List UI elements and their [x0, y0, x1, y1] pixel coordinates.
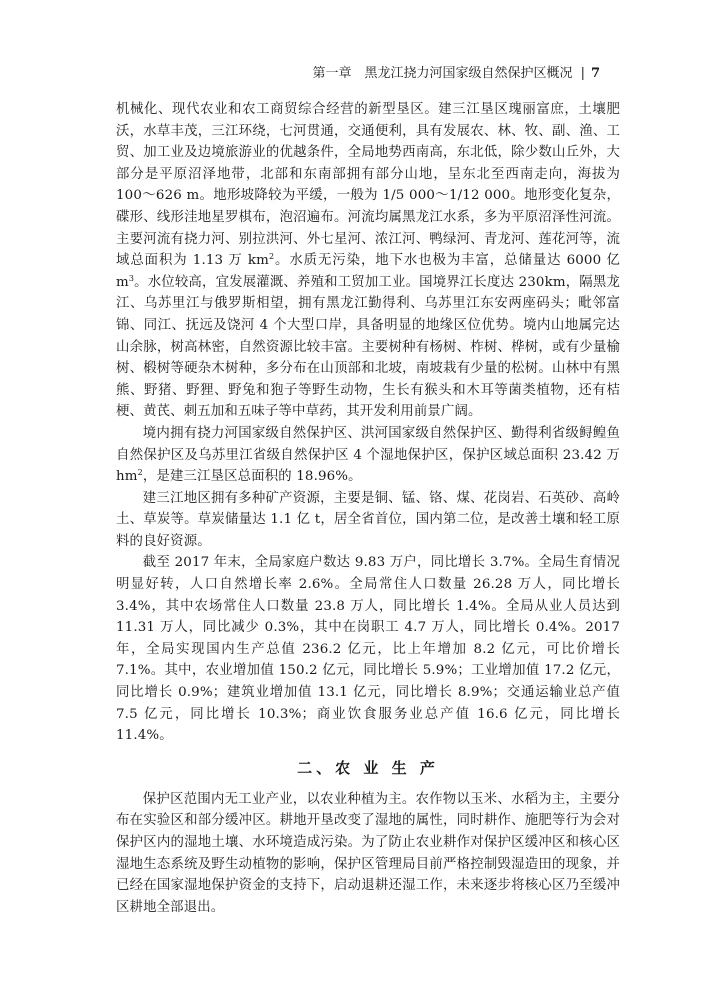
page-number: 7 [590, 66, 600, 81]
superscript: 3 [128, 273, 135, 283]
header-separator: | [580, 66, 585, 81]
paragraph-text: 。水位较高，宜发展灌溉、养殖和工贸加工业。国境界江长度达 230km，隔黑龙江、乌苏里江与俄罗斯相望，拥有黑龙江勤得利、乌苏里江东安两座码头；毗邻富锦、同江、抚远及饶河 4 个大型口岸，具备明显的地缘区位优势。境内山地属完达山余脉，树高林密，自然资源比较丰富。主要树种有杨树、柞树、桦树，或有少量榆树、椴树等硬杂木树种，多分布在山顶部和北坡，南坡栽有少量的松树。山林中有黑熊、野猪、野狸、野兔和狍子等野生动物，生长有猴头和木耳等菌类植物，还有桔梗、黄芪、刺五加和五味子等中草药，其开发利用前景广阔。 [116, 274, 620, 420]
section-heading: 二、农 业 生 产 [297, 758, 439, 777]
running-header [313, 66, 600, 82]
chapter-title: 第一章 黑龙江挠力河国家级自然保护区概况 [312, 66, 573, 81]
paragraph-text: 机械化、现代农业和农工商贸综合经营的新型垦区。建三江垦区瑰丽富庶，土壤肥沃，水草丰茂，三江环绕，七河贯通，交通便利，具有发展农、林、牧、副、渔、工贸、加工业及边境旅游业的优越条件，全局地势西南高，东北低，除少数山丘外，大部分是平原沼泽地带，北部和东南部拥有部分山地，呈东北至西南走向，海拔为 100～626 m。地形坡降较为平缓，一般为 1/5 000～1/12 000。地形变化复杂，碟形、线形洼地星罗棋布，泡沼遍布。河流均属黑龙江水系，多为平原沼泽性河流。主要河流有挠力河、别拉洪河、外七星河、浓江河、鸭绿河、青龙河、莲花河等，流域总面积为 1.13 万 km [116, 102, 620, 269]
paragraph-text: 。水质无污染，地下水也极为丰富，总储量达 6000 亿 m [116, 253, 620, 290]
superscript: 2 [269, 252, 275, 262]
superscript: 2 [137, 468, 143, 478]
paragraph-text: ，是建三江垦区总面积的 18.96%。 [142, 469, 362, 485]
paragraph-statistics: 截至 2017 年末，全局家庭户数达 9.83 万户，同比增长 3.7%。全局生育情况明显好转，人口自然增长率 2.6%。全局常住人口数量 26.28 万人，同比增长 3.4%，其中农场常住人口数量 23.8 万人，同比增长 1.4%。全局从业人员达到 11.31 万人，同比减少 0.3%，其中在岗职工 4.7 万人，同比增长 0.4%。2017 年，全局实现国内生产总值 236.2 亿元，比上年增加 8.2 亿元，可比价增长 7.1%。其中，农业增加值 150.2 亿元，同比增长 5.9%；工业增加值 17.2 亿元，同比增长 0.9%；建筑业增加值 13.1 亿元，同比增长 8.9%；交通运输业总产值 7.5 亿元，同比增长 10.3%；商业饮食服务业总产值 16.6 亿元，同比增长 11.4%。 [116, 555, 620, 744]
body-text [116, 99, 620, 918]
paragraph-text: 境内拥有挠力河国家级自然保护区、洪河国家级自然保护区、勤得利省级鲟鳇鱼自然保护区及乌苏里江省级自然保护区 4 个湿地保护区，保护区域总面积 23.42 万 hm [116, 425, 620, 485]
paragraph-protected-areas [116, 423, 620, 488]
paragraph-minerals: 建三江地区拥有多种矿产资源，主要是铜、锰、铬、煤、花岗岩、石英砂、高岭土、草炭等。草炭储量达 1.1 亿 t，居全省首位，国内第二位，是改善土壤和轻工原料的良好资源。 [116, 490, 620, 549]
paragraph-agriculture: 保护区范围内无工业产业，以农业种植为主。农作物以玉米、水稻为主，主要分布在实验区和部分缓冲区。耕地开垦改变了湿地的属性，同时耕作、施肥等行为会对保护区内的湿地土壤、水环境造成污染。为了防止农业耕作对保护区缓冲区和核心区湿地生态系统及野生动植物的影响，保护区管理局目前严格控制毁湿造田的现象，并已经在国家湿地保护资金的支持下，启动退耕还湿工作，未来逐步将核心区乃至缓冲区耕地全部退出。 [116, 791, 620, 915]
paragraph-continued [116, 99, 620, 423]
